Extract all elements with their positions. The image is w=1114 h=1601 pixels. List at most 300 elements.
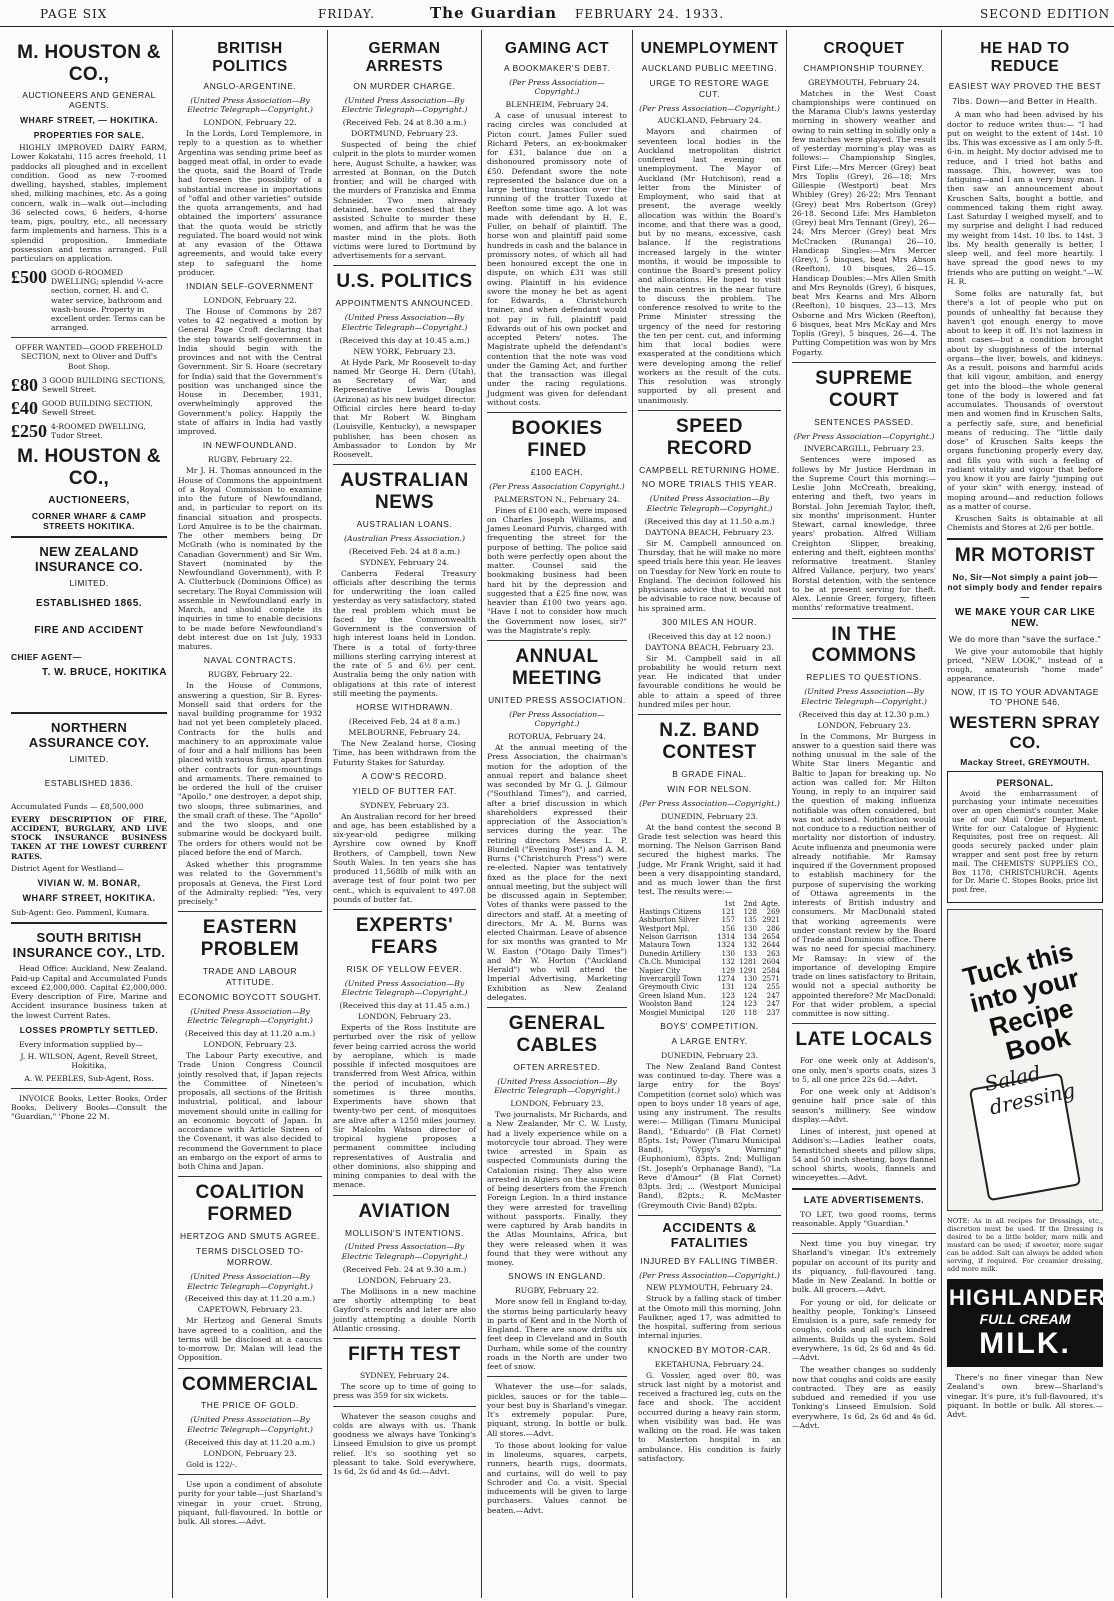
kruschen-text: Some folks are naturally fat, but there's a lot of people who put on pounds of unhealthy fat because they haven't got enough energy to move about to keep it off. It's not laziness in most cases—but a condition brought about by sluggishness of the internal organs—the liver, bowels, and kidneys. As a result, poisons and harmful acids that kill vigour, ambition, and energy get into the blood—the whole general tone of the body is lowered and fat accumulates. Thousands of overstout men and women find in Kruschen Salts, a perfectly safe, sure, and beneficial means of reducing. The "little daily dose" of Kruschen Salts keeps the organs functioning properly every day, and fills you with such a feeling of radiant vitality and vigour that before you know it you are fairly "jumping out of your skin" with energy, instead of moping around—and reduction follows as a matter of course. xyxy=(947,289,1103,511)
wage-cut-sub: URGE TO RESTORE WAGE CUT. xyxy=(649,77,770,99)
table-cell: 2921 xyxy=(762,916,780,925)
issue-date: FEBRUARY 24. 1933. xyxy=(575,7,725,21)
houston-firm-name: M. HOUSTON & CO., xyxy=(17,42,161,85)
emulsion-advert: Whatever the season coughs and colds are always with us. Thank goodness we always have Tonking's Linseed Emulsion to give us prompt relief. It's so soothing yet so pleasant to take. Sold everywhere, 1s 6d, 2s 6d and 4s 6d.—Advt. xyxy=(333,1411,476,1477)
boys-competition-story: The New Zealand Band Contest was continued to-day. There was a large entry for the Boys' Competition (cornet solo) which was open to boys under 18 years of age, using any instrument. The results were:— Milligan (Timaru Municipal Band), "Eduardo" (B Flat Cornet) 85pts. 1st; Power (Timaru Municipal Band), "Gypsy's Warning" (Euphonium), 83pts. 2nd; Mulligan (St. Joseph's Orphanage Band), "La Reve d'Amour" (B Flat Cornet) 83pts. 3rd; ... (Westport Municipal Band), 82pts.; R. McMaster (Greymouth Civic Band) 82pts. xyxy=(638,1061,781,1210)
speed-story-2: Sir M. Campbell said in all probability he would return next year. He indicated that under favourable conditions he would be able to attain a speed of three hundred miles per hour. xyxy=(638,653,781,709)
salad-dressing-title: Salad dressing xyxy=(982,1060,1078,1120)
table-header-row xyxy=(638,900,781,908)
motor-car-sub: KNOCKED BY MOTOR-CAR. xyxy=(647,1344,772,1355)
houston-address: WHARF STREET, — HOKITIKA. xyxy=(19,115,159,125)
dateline: EKETAHUNA, February 24. xyxy=(654,1359,765,1369)
dateline: DAYTONA BEACH, February 23. xyxy=(644,527,774,537)
unemployment-story: Mayors and chairmen of seventeen local bodies in the Auckland metropolitan district conferred last evening on unemployment. The Mayor of Auckland (Mr Hutchison), read a letter from the Minister of Employment, who said that at present, the average weekly allocation was within the Board's income, and that there was a good, but by no means, excessive, cash balance. If the registrations increased largely in the winter months, it would be impossible to continue the Board's present policy and allocations. He hoped to visit the main centres in the near future to discuss the problem. The conference resolved to write to the Prime Minister stressing the urgency of the need for restoring the ten per cent. cut, and informing him that local bodies were exasperated at the conditions which were developing among the relief workers as the result of the cuts. This resolution was strongly supported by all present and unanimously. xyxy=(638,127,781,405)
column-header: Agte. xyxy=(761,899,780,908)
masthead xyxy=(0,0,1114,27)
listing-price: £500 xyxy=(11,267,47,288)
northern-subagent: Sub-Agent: Geo. Pammenl, Kumara. xyxy=(11,908,150,918)
save-surface: We do more than "save the surface." xyxy=(948,633,1102,644)
dateline: RUGBY, February 22. xyxy=(514,1286,600,1296)
dairy-farm-listing: HIGHLY IMPROVED DAIRY FARM, Lower Kokatahi, 115 acres freehold, 11 paddocks all ploughed and in excellent condition. Good as new 7-roomed dwelling, hayshed, stables, implement shed, milking machines, etc. As a going concern, walk in—walk out—including 36 selected cows, 6 heifers, 4-horse team, pigs, poultry, etc., all necessary farm implements and harness. This is a splendid proposition. Immediate possession and terms arranged. Full particulars on application. xyxy=(11,143,167,263)
nz-insurance-limited: LIMITED. xyxy=(69,578,109,589)
court-story: Sentences were imposed as follows by Mr Justice Herdman in the Supreme Court this morning:— Leslie John McCreath, breaking, entering and theft, two years in Borstal. John Jeremiah Taylor, theft, six months' imprisonment. Hunter Stewart, carnal knowledge, three years' probation. Alfred William Creighton Slipper, breaking, entering and theft, eighteen months' reformative treatment. Stanley Alfred Vallance, perjury, two years' Borstal detention, with the sentence to be at present serving for theft. Alex. Lennie Greer, forgery, fifteen months' reformative treatment. xyxy=(792,455,936,613)
dateline: DAYTONA BEACH, February 23. xyxy=(644,642,774,652)
table-cell: 286 xyxy=(766,924,780,933)
table-cell: 124 xyxy=(721,1000,735,1009)
coalition-story: Mr Hertzog and General Smuts have agreed to a coalition, and the terms will be disclosed at a caucus to-morrow. Dr. Malan will lead the Opposition. xyxy=(178,1316,322,1363)
listing-text: GOOD 6-ROOMED DWELLING; splendid ¼-acre section, corner, H. and C. water service, bathroom and wash-house. Property in excellent order. Terms can be arranged. xyxy=(51,268,165,332)
press-credit: (United Press Association—By Electric Telegraph—Copyright.) xyxy=(187,95,313,115)
commons-headline: IN THE COMMONS xyxy=(811,623,917,667)
table-row xyxy=(638,967,781,975)
phone-text: NOW, IT IS TO YOUR ADVANTAGE TO 'PHONE 546. xyxy=(951,686,1099,707)
dateline: LONDON, February 23. xyxy=(203,1448,297,1458)
northern-limited: LIMITED. xyxy=(69,754,109,765)
received-time: (Received this day at 10.45 a.m.) xyxy=(339,335,470,345)
table-cell: 1274 xyxy=(717,975,735,984)
table-cell: 1314 xyxy=(717,933,735,942)
received-time: (Received Feb. 24 at 8 a.m.) xyxy=(348,546,461,556)
table-cell: Nelson Garrison xyxy=(639,933,698,942)
press-credit: (United Press Association—By Electric Telegraph—Copyright.) xyxy=(187,1415,313,1435)
supreme-court-headline: SUPREME COURT xyxy=(815,367,913,411)
fifth-test-story: The score up to time of going to press was 359 for six wickets. xyxy=(333,1382,476,1401)
table-cell: 120 xyxy=(721,1008,735,1017)
dateline: DUNEDIN, February 23. xyxy=(661,1050,758,1060)
table-row xyxy=(638,1000,781,1008)
south-settled: LOSSES PROMPTLY SETTLED. xyxy=(19,1024,159,1035)
table-cell: 124 xyxy=(743,991,757,1000)
table-cell: Mataura Town xyxy=(639,941,691,950)
experts-fears-headline: EXPERTS' FEARS xyxy=(355,915,454,958)
dateline: ROTORUA, February 24. xyxy=(508,732,606,742)
western-spray-address: Mackay Street, GREYMOUTH. xyxy=(960,756,1090,767)
south-agent-2: A. W. PEEBLES, Sub-Agent, Ross. xyxy=(24,1073,154,1083)
press-credit: (Per Press Association—Copyright.) xyxy=(639,103,780,113)
yellow-fever-story: Experts of the Ross Institute are perturbed over the risk of yellow fever being carried across the world by aeroplane, which is made possible if infected mosquitoes are transferred from West Africa, within the period of incubation, which sometimes is three months. Experiments have shown that twenty-two per cent. of mosquitoes are alive after a 1250 miles journey. Sir Malcolm Watson director of tropical hygiene proposes a permanent committee including representatives of Australia and other dominions, also shipping and mining companies to deal with the menace. xyxy=(333,1023,476,1190)
gold-sub: THE PRICE OF GOLD. xyxy=(201,1400,299,1411)
eastern-problem-headline: EASTERN PROBLEM xyxy=(200,917,300,961)
northern-agent: VIVIAN W. M. BONAR, xyxy=(37,878,141,889)
dateline: LONDON, February 23. xyxy=(357,1275,452,1285)
german-arrests-headline: GERMAN ARRESTS xyxy=(365,40,444,75)
new-look-text: We give your automobile that highly priced, "NEW LOOK," instead of a rough, amateurish "home made" appearance. xyxy=(947,646,1103,684)
cow-story: An Australian record for her breed and age, has been established by a six-year-old pedigree milking Ayrshire cow owned by Knoff Brothers, of Campbell, town New South Wales. In ten years she has produced 11,568lb of milk with an average test of four point two per cent., which is equivalent to 497.08 pounds of butter fat. xyxy=(333,811,476,904)
boys-competition-sub: BOYS' COMPETITION. xyxy=(660,1020,759,1031)
dateline: LONDON, February 23. xyxy=(817,720,911,730)
personal-heading: PERSONAL. xyxy=(996,777,1054,788)
boycott-sub: ECONOMIC BOYCOTT SOUGHT. xyxy=(178,991,322,1002)
table-cell: 1281 xyxy=(739,958,757,967)
column-german-arrests xyxy=(328,30,482,1598)
table-cell: 129 xyxy=(721,966,735,975)
eastern-story: The Labour Party executive, and Trade Union Congress Council jointly resolved that, if Japan rejects the Committee of Nineteen's proposals, all sections of the British industrial, political, and labour movement should unite in calling for an economic boycott of Japan. In accordance with Article Sixteen of the Covenant, it was also decided to recommend the Government to place an embargo on the export of arms to both China and Japan. xyxy=(178,1051,322,1172)
nz-chief-agent: T. W. BRUCE, HOKITIKA xyxy=(42,667,167,679)
loans-sub: AUSTRALIAN LOANS. xyxy=(356,518,453,529)
day-label: FRIDAY. xyxy=(318,7,376,21)
table-cell: 1324 xyxy=(717,941,735,950)
press-credit: (Per Press Association—Copyright.) xyxy=(639,1270,780,1280)
page-number: PAGE SIX xyxy=(40,7,108,21)
table-cell: Invercargill Town xyxy=(639,975,702,984)
column-gaming-act xyxy=(482,30,633,1598)
received-time: (Received this day at 11.20 a.m.) xyxy=(184,1029,316,1039)
northern-agent-label: District Agent for Westland— xyxy=(11,863,124,873)
table-row xyxy=(638,941,781,949)
edition-label: SECOND EDITION xyxy=(980,7,1111,21)
nelson-win-sub: WIN FOR NELSON. xyxy=(667,783,752,794)
dateline: CAPETOWN, February 23. xyxy=(197,1305,303,1315)
recipe-book-ad xyxy=(947,909,1103,1211)
dateline: DUNEDIN, February 23. xyxy=(661,811,758,821)
table-cell: 130 xyxy=(743,924,757,933)
table-cell: Ch.Ch. Municipal xyxy=(639,958,701,967)
murder-sub: ON MURDER CHARGE. xyxy=(353,80,456,91)
column-croquet xyxy=(787,30,942,1598)
nz-insurance-established: ESTABLISHED 1865. xyxy=(35,598,143,610)
personal-text: Avoid the embarrassment of purchasing your intimate necessities over an open chemist's counter. Make use of our Mail Order Department. Write for our Catalogue of Hygienic Requisites, post free on request. All goods securely packed under plain wrapper and sent post free by return mail. The CHEMISTS' SUPPLIES CO., Box 1178, CHRISTCHURCH. Agents for Dr. Marie C. Stopes Books, price list post free. xyxy=(952,788,1098,895)
south-info: Every information supplied by— xyxy=(19,1039,143,1049)
received-time: (Received Feb. 24 at 8.30 a.m.) xyxy=(342,118,467,128)
naval-story-2: Asked whether this programme was related to the Government's proposals at Geneva, the First Lord of the Admiralty replied: "Yes, very precisely." xyxy=(178,860,322,907)
local-item: For one week only at Addison's, one only, men's sports coats, sizes 3 to 5, all one price 22s 6d.—Advt. xyxy=(792,1056,936,1084)
northern-established: ESTABLISHED 1836. xyxy=(44,778,134,789)
german-story: Suspected of being the chief culprit in the plots to murder women here, August Schulte, a hawker, was arrested at Bonnan, on the Dutch frontier, and will be charged with the murders of Franziska and Emma Schneider. Two men already detained, have confessed that they assisted Schulte to murder these women, and affirm that he was the master mind in the plots. Both victims were lured to Dortmund by advertisements for a servant. xyxy=(333,140,476,261)
horse-story: The New Zealand horse, Closing Time, has been withdrawn from the Futurity Stakes for Saturday. xyxy=(333,739,476,767)
houston-address-2: CORNER WHARF & CAMP STREETS HOKITIKA. xyxy=(31,511,147,532)
to-let-ad: TO LET, two good rooms, terms reasonable. Apply "Guardian." xyxy=(792,1209,936,1228)
replies-sub: REPLIES TO QUESTIONS. xyxy=(806,672,922,683)
table-cell: 121 xyxy=(721,907,735,916)
table-row xyxy=(638,950,781,958)
campbell-sub: CAMPBELL RETURNING HOME. xyxy=(639,464,780,475)
dateline: BLENHEIM, February 24. xyxy=(505,100,609,110)
us-politics-story: At Hyde Park, Mr Roosevelt to-day named Mr George H. Dern (Utah), as Secretary of War, and Representative Lewis Douglas (Arizona) as his new budget director. Official circles here heard to-day that Mr Robert W. Bingham (Louisville, Kentucky), a newspaper publisher, has been chosen as Ambassador to London by Mr Roosevelt. xyxy=(333,357,476,459)
table-cell: Mosgiel Municipal xyxy=(639,1008,705,1017)
dateline: PALMERSTON N., February 24. xyxy=(494,494,620,504)
listing-price: £250 xyxy=(11,421,47,442)
dateline: AUCKLAND, February 24. xyxy=(657,116,762,126)
table-cell: 2604 xyxy=(762,958,780,967)
table-cell: 130 xyxy=(743,975,757,984)
table-cell: 130 xyxy=(721,949,735,958)
commercial-headline: COMMERCIAL xyxy=(182,1373,318,1395)
yellow-fever-sub: RISK OF YELLOW FEVER. xyxy=(346,963,463,974)
band-story: At the band contest the second B Grade test selection was heard this morning. The Nelson Garrison Band secured the highest marks. The Judge, Mr Frank Wright, said it had been a very disappointing standard, and as much lower than the first test. The results were:— xyxy=(638,822,781,897)
column-advertisements xyxy=(942,30,1108,1598)
table-row xyxy=(638,933,781,941)
houston-firm-name-2: M. HOUSTON & CO., xyxy=(17,446,161,490)
dateline: RUGBY, February 22. xyxy=(207,455,293,465)
horse-sub: HORSE WITHDRAWN. xyxy=(356,702,453,713)
table-cell: 131 xyxy=(721,983,735,992)
columns xyxy=(6,30,1108,1598)
table-cell: 2644 xyxy=(762,941,780,950)
press-credit: (Per Press Association—Copyright.) xyxy=(509,77,605,97)
terms-sub: TERMS DISCLOSED TO-MORROW. xyxy=(196,1246,304,1267)
appointments-sub: APPOINTMENTS ANNOUNCED. xyxy=(335,298,474,309)
press-credit: (United Press Association—By Electric Telegraph—Copyright.) xyxy=(494,1076,620,1096)
property-listing-1 xyxy=(11,268,167,332)
naval-story: In the House of Commons, answering a question, Sir B. Eyres-Monsell said that orders for the naval building programme for 1932 had not yet been completely placed. Contracts for the hulls and machinery to an approximate value of four and a half millions has been placed with various firms, apart from other contracts for gun-mountings and armaments. There remained to be ordered the hull of the cruiser "Apollo," one destroyer, a depot ship, two sloops, three submarines, and the small craft of these. The "Apollo" and the two sloops, and one submarine would be dockyard built. The orders for others would not be placed before the end of March. xyxy=(178,681,322,857)
mollison-sub: MOLLISON'S INTENTIONS. xyxy=(344,1227,465,1238)
local-item: Lines of interest, just opened at Addison's:—Ladies leather coats, hemstitched sheets and pillow slips, 54 and 50 inch sheeting, boys flannel school shirts, wools, flannels and winceyettes.—Advt. xyxy=(792,1127,936,1183)
unemployment-headline: UNEMPLOYMENT xyxy=(640,40,779,57)
received-time: (Received Feb. 24 at 8 a.m.) xyxy=(348,717,461,727)
b-grade-sub: B GRADE FINAL. xyxy=(672,768,747,779)
received-time: (Received this day at 11.20 a.m.) xyxy=(184,1437,316,1447)
dateline: SYDNEY, February 23. xyxy=(359,800,450,810)
fifth-test-headline: FIFTH TEST xyxy=(348,1344,461,1366)
personal-ad-box xyxy=(947,771,1103,903)
motorist-headline: MR MOTORIST xyxy=(954,544,1096,566)
loans-story: Canberra Federal Treasury officials after describing the terms for underwriting the loan called yesterday as very satisfactory, stated the real problem which must be faced by the Commonwealth Government is the conversion of high interest loans held in London. There is a total of forty-three millions sterling carrying interest at the rate of 5 and 6½ per cent. Australia being the only nation with obligations at this rate of interest still meeting the payments. xyxy=(333,568,476,698)
large-entry-sub: A LARGE ENTRY. xyxy=(671,1035,748,1046)
south-british-text: Head Office: Auckland, New Zealand. Paid-up Capital and Accumulated Funds exceed £2,000,000. Capital £2,000,000. Every description of Fire, Marine and Accident insurance business taken at the lowest Current Rates. xyxy=(11,964,167,1020)
table-cell: 128 xyxy=(743,907,757,916)
easiest-way-sub: EASIEST WAY PROVED THE BEST xyxy=(948,80,1102,91)
invoice-books-ad: INVOICE Books, Letter Books, Order Books, Delivery Books—Consult the "Guardian," 'Phone 22 M. xyxy=(11,1093,167,1122)
us-politics-headline: U.S. POLITICS xyxy=(336,271,473,293)
milk-brand: HIGHLANDER xyxy=(949,1285,1106,1311)
press-credit: (Per Press Association—Copyright.) xyxy=(793,431,935,441)
annual-meeting-story: At the annual meeting of the Press Association, the chairman's motion for the adoption of the annual report and balance sheet was seconded by Mr G. J. Gilmour ("Southland Times"), and carried, after a brief discussion in which shareholders expressed their appreciation of the Association's services during the year. The retiring directors Messrs L. P. Blundell ("Evening Post") and A. M. Burns ("Christchurch Press") were re-elected. Napier was tentatively fixed as the place for the next annual meeting, but the subject will be discussed again in September. Votes of thanks were passed to the directors and staff. At a meeting of directors, Mr A. M. Burns was elected Chairman. Leave of absence for six months was granted to Mr W. Easton ("Otago Daily Times") and Mr W. Horton ("Auckland Herald") who will attend the Imperial Advertising, Marketing Exhibition as New Zealand delegates. xyxy=(487,743,627,1002)
received-time: (Received Feb. 24 at 9.30 a.m.) xyxy=(342,1264,467,1274)
listing-text: 3 GOOD BUILDING SECTIONS, Sewell Street. xyxy=(42,375,166,394)
milk-type: FULL CREAM xyxy=(979,1311,1071,1328)
received-time: (Received this day at 12.30 p.m.) xyxy=(798,709,930,719)
newfoundland-story: Mr J. H. Thomas announced in the House of Commons the appointment of a Royal Commission to examine into the future of Newfoundland, and, in particular to report on its financial situation and prospects. Lord Amulree is to be the chairman. The other members being Dr McGrath (who is nominated by the Canadian Government) and Sir Wm. Stavert (nominated by the Newfoundland Government), with P. A. Clutterbuck (Dominions Office) as secretary. The Royal Commission will assemble in Newfoundland early in March, and should complete its inquiries in time to enable decisions to be made before Newfoundland's debt interest due on 1st July, 1933 matures. xyxy=(178,466,322,652)
property-listing-3 xyxy=(11,399,167,417)
dateline: GREYMOUTH, February 24. xyxy=(808,77,920,87)
table-cell: 123 xyxy=(721,991,735,1000)
table-cell: 2654 xyxy=(762,933,780,942)
press-credit: (Per Press Association Copyright.) xyxy=(489,481,625,491)
houston-firm-sub: AUCTIONEERS AND GENERAL AGENTS. xyxy=(22,90,156,110)
fine-amount-sub: £100 EACH. xyxy=(530,466,584,477)
table-cell: Dunedin Artillery xyxy=(639,949,701,958)
table-cell: 135 xyxy=(743,916,757,925)
south-british-name: SOUTH BRITISH INSURANCE COY., LTD. xyxy=(12,930,166,961)
column-header: 1st xyxy=(724,899,735,908)
nz-insurance-name: NEW ZEALAND INSURANCE CO. xyxy=(35,544,143,575)
bookies-story: Fines of £100 each, were imposed on Charles Joseph Williams, and James Leonard Purvis, charged with frequenting the street for the purpose of betting. The police said both were perfectly open about the matter. Counsel said the bookmaking business had been hard hit by the depression and suggested that a £25 fine now, was heavier than £100 two years ago. "Have I not to consider how much the Government now loses, sir?" was the Magistrate's reply. xyxy=(487,505,627,635)
western-spray-name: WESTERN SPRAY CO. xyxy=(949,712,1101,752)
table-cell: Ashburton Silver xyxy=(639,916,699,925)
emulsion-advert: For young or old, for delicate or healthy people, Tonking's Linseed Emulsion is a pure, safe remedy for coughs, colds and all such kindred ailments. Builds up the system. Sold everywhere, 1s 6d, 2s 6d and 4s 6d.—Advt. xyxy=(792,1297,936,1362)
press-credit: (Per Press Association—Copyright.) xyxy=(639,798,780,808)
houston-auctioneers: AUCTIONEERS, xyxy=(48,495,130,507)
table-cell: 263 xyxy=(766,949,780,958)
coalition-headline: COALITION FORMED xyxy=(195,1182,305,1226)
band-contest-headline: N.Z. BAND CONTEST xyxy=(659,720,760,764)
band-results-table xyxy=(638,900,781,1017)
india-sub: INDIAN SELF-GOVERNMENT xyxy=(186,281,314,292)
hertzog-sub: HERTZOG AND SMUTS AGREE. xyxy=(180,1231,320,1242)
received-time: (Received this day at 11.50 a.m.) xyxy=(644,516,775,526)
snows-story: More snow fell in England to-day, the storms being particularly heavy in parts of Kent and in the North of England. There are snow drifts six feet deep in Cleveland and in South Durham, while some of the country roads in the North are under two feet of snow. xyxy=(487,1297,627,1372)
press-credit: (United Press Association—By Electric Telegraph—Copyright.) xyxy=(341,95,468,115)
dateline: LONDON, February 23. xyxy=(510,1099,604,1109)
table-row xyxy=(638,958,781,966)
journalists-story: Two journalists, Mr Richards, and a New Zealander, Mr C. W. Lusty, had a lively experience while on a motorcycle tour abroad. They were twice arrested in Spain as suspected Communists during the Catalonian rising. They also were arrested in Algiers on the suspicion of being deserters from the French Foreign Legion. In a third instance they were arrested for travelling without passports. Finally, they were captured by Arab bandits in the Atlas Mountains, Africa, but they were released when it was found that they were without any money. xyxy=(487,1110,627,1268)
motor-car-story: G. Vossler, aged over 80, was struck last night by a motorist and received a fractured leg, cuts on the face and shock. The accident occurred during a heavy rain storm, when visibility was bad. He was walking on the road. He was taken to Masterton hospital in an ambulance. His condition is fairly satisfactory. xyxy=(638,1370,781,1463)
table-cell: Woolston Band xyxy=(639,1000,693,1009)
falling-timber-sub: INJURED BY FALLING TIMBER. xyxy=(640,1255,779,1266)
dateline: NEW YORK, February 23. xyxy=(353,346,456,356)
speed-story: Sir M. Campbell announced on Thursday, that he will make no more speed trials here this year. He leaves on Tuesday for New York en route to England. The decision followed his physicians advice that it would not be advisable to race now, because of his sprained arm. xyxy=(638,538,781,613)
table-cell: 124 xyxy=(743,983,757,992)
general-cables-headline: GENERAL CABLES xyxy=(508,1013,606,1056)
late-ads-heading: LATE ADVERTISEMENTS. xyxy=(803,1194,925,1205)
table-cell: 157 xyxy=(721,916,735,925)
recipe-tagline: Tuck this into your Recipe Book xyxy=(959,936,1083,1067)
press-credit: (United Press Association—By Electric Telegraph—Copyright.) xyxy=(187,1006,313,1026)
table-row xyxy=(638,1009,781,1017)
table-cell: Westport Mpl. xyxy=(639,924,690,933)
emulsion-advert-2: The weather changes so suddenly now that coughs and colds are easily contracted. They are as easily subdued and remedied if you use Tonking's Linseed Emulsion. Sold everywhere, 1s 6d, 2s 6d and 4s 6d.—Advt. xyxy=(792,1365,936,1430)
table-cell: 133 xyxy=(743,949,757,958)
dateline: DORTMUND, February 23. xyxy=(351,129,458,139)
column-british-politics xyxy=(173,30,328,1598)
listing-text: 4-ROOMED DWELLING, Tudor Street. xyxy=(51,422,146,441)
highlander-milk-ad xyxy=(947,1279,1106,1367)
press-credit: (United Press Association—By Electric Telegraph—Copyright.) xyxy=(646,494,773,514)
annual-meeting-headline: ANNUAL MEETING xyxy=(511,646,603,689)
timber-story: Struck by a falling stack of timber at the Omoto mill this morning, John Faulkner, aged 17, was admitted to the hospital, suffering from serious internal injuries. xyxy=(638,1294,781,1341)
table-cell: 2584 xyxy=(762,966,780,975)
table-cell: 255 xyxy=(766,983,780,992)
nz-chief-agent-label: CHIEF AGENT— xyxy=(11,652,82,663)
india-story: The House of Commons by 287 votes to 42 negatived a motion by General Page Croft declaring that the step towards self-government in India should begin with the provinces and not with the Central Government. Sir S. Hoare (secretary for India) said that the Government's position was unchanged since the House in December, 1931, overwhelmingly approved the Government's policy. Happily the state of affairs in India had vastly improved. xyxy=(178,306,322,437)
vinegar-advert: Next time you buy vinegar, try Sharland's vinegar. It's extremely popular on account of its purity and its piquancy, full-flavoured tang. Made in New Zealand. In bottle or bulk. All grocers.—Advt. xyxy=(792,1239,936,1295)
gold-story: Gold is 122/-. xyxy=(186,1459,238,1469)
paint-job-text: No, Sir—Not simply a paint job—not simply body and fender repairs— xyxy=(947,571,1103,602)
listing-price: £80 xyxy=(11,374,38,395)
vinegar-advert: Use upon a condiment of absolute purity for your table—just Sharland's vinegar in your cruet. Strong, piquant, full-flavoured. In bottle or bulk. All stores.—Advt. xyxy=(178,1480,322,1527)
nz-fire-accident: FIRE AND ACCIDENT xyxy=(34,625,144,637)
table-cell: 247 xyxy=(766,991,780,1000)
accidents-headline: ACCIDENTS & FATALITIES xyxy=(662,1219,757,1250)
croquet-story: Matches in the West Coast championships were continued on the Marama Club's lawns yesterday morning in showery weather and owing to rain setting in solidly only a few matches were played. The result of yesterday morning's play was as follows:— Championship Singles, First Life:—Mrs Mercer (Grey) beat Mrs Toplis (Grey), 26—18; Mrs Gillespie (Westport) beat Mrs Whibley (Grey) 26-22; Mrs Tennant (Grey) beat Mrs Robertson (Grey) 26-18. Second Life: Mrs Hambleton (Grey) beat Mrs Tennant (Grey), 26—24; Mrs Mercer (Grey) beat Mrs McCracken (Runanga) 26—10. Handicap Singles:—Mrs Mercer (Grey), 5 bisques, beat Mrs Abson (Reefton), 10 bisques, 26—15. Handicap Doubles:—Mrs Allen Smith and Mrs Reynolds (Grey), 6 bisques, beat Mrs Kearns and Mrs Alborn (Reefton), 10 bisques, 23—13. Mrs Osborne and Mrs Wicken (Reefton), 6 bisques, beat Mrs McKay and Mrs Toplis (Grey), 5 bisques, 26—4. The Putting Competition was won by Mrs Fogarty. xyxy=(792,88,937,357)
aviation-story: The Mollisons in a new machine are shortly attempting to beat Gayford's records and later are also jointly attempting a double North Atlantic crossing. xyxy=(333,1286,476,1333)
table-row xyxy=(638,925,781,933)
trade-labour-sub: TRADE AND LABOUR ATTITUDE. xyxy=(202,965,298,987)
table-row xyxy=(638,916,781,924)
croquet-headline: CROQUET xyxy=(823,40,905,57)
northern-assurance-name: NORTHERN ASSURANCE COY. xyxy=(28,720,150,751)
properties-heading: PROPERTIES FOR SALE. xyxy=(33,130,145,140)
column-unemployment xyxy=(633,30,787,1598)
auckland-meeting-sub: AUCKLAND PUBLIC MEETING. xyxy=(641,62,778,73)
milk-word: MILK. xyxy=(979,1327,1071,1361)
received-time: (Received this day at 11.20 a.m.) xyxy=(184,1294,316,1304)
weight-down-sub: 7lbs. Down—and Better in Health. xyxy=(952,95,1098,106)
dateline: LONDON, February 23. xyxy=(357,1012,452,1022)
newfoundland-sub: IN NEWFOUNDLAND. xyxy=(202,440,298,451)
table-cell: 132 xyxy=(721,958,735,967)
championship-sub: CHAMPIONSHIP TOURNEY. xyxy=(803,62,925,73)
offer-wanted: OFFER WANTED—GOOD FREEHOLD SECTION, next to Oliver and Duff's Boot Shop. xyxy=(15,343,163,371)
table-cell: 123 xyxy=(743,1000,757,1009)
table-cell: 2571 xyxy=(762,975,780,984)
300-miles-sub: 300 MILES AN HOUR. xyxy=(661,616,758,627)
received-time: (Received this day at 12 noon.) xyxy=(648,631,771,641)
british-politics-headline: BRITISH POLITICS xyxy=(212,40,288,75)
property-listing-4 xyxy=(11,422,167,440)
press-credit: (Australian Press Association.) xyxy=(343,533,466,543)
table-cell: 132 xyxy=(743,941,757,950)
kruschen-price: Kruschen Salts is obtainable at all Chemists and Stores at 2/6 per bottle. xyxy=(947,514,1103,533)
press-credit: (United Press Association—By Electric Telegraph—Copyright.) xyxy=(187,1271,313,1291)
press-credit: (United Press Association—By Electric Telegraph—Copyright.) xyxy=(801,687,927,706)
listing-text: GOOD BUILDING SECTION, Sewell Street. xyxy=(42,398,153,418)
table-cell: Green Island Mun. xyxy=(639,991,706,1000)
northern-funds: Accumulated Funds — £8,500,000 xyxy=(11,802,144,812)
dateline: INVERCARGILL, February 23. xyxy=(803,444,925,454)
butter-fat-sub: YIELD OF BUTTER FAT. xyxy=(352,785,457,796)
dateline: LONDON, February 23. xyxy=(203,1040,297,1050)
table-row xyxy=(638,908,781,916)
press-credit: (United Press Association—By Electric Telegraph—Copyright.) xyxy=(341,313,468,332)
received-time: (Received this day at 11.45 a.m.) xyxy=(339,1001,470,1011)
south-agent-1: J. H. WILSON, Agent, Revell Street, Hokitika, xyxy=(20,1052,158,1071)
reduce-headline: HE HAD TO REDUCE xyxy=(980,40,1070,75)
table-cell: Napier City xyxy=(639,966,681,975)
column-header: 2nd xyxy=(743,899,757,908)
kruschen-letter: A man who had been advised by his doctor to reduce writes thus:— "I had put on weight to the extent of 14st. 10 lbs. This was excessive as I am only 5-ft. 6-in. in height. My doctor advised me to reduce, and I tried hot baths and massage. This, however, was too fatiguing—and I am a very busy man. I then saw an announcement about Kruschen Salts, bought a bottle, and commenced taking them right away. Last Saturday I weighed myself, and to my surprise and delight I had reduced my weight from 14st. 10 lbs. to 14st. 3 lbs. My health generally is better, I sleep well, and feel more heartily. I have spread the good news to my friends who are putting on weight."—W. H. R. xyxy=(947,110,1103,286)
linoleum-advert: To those about looking for value in linoleums, squares, carpets, runners, hearth rugs, doormats, and curtains, will do well to pay Schroder and Co. a visit. Special inducements will be given to large purchasers. Values cannot be beaten.—Advt. xyxy=(487,1440,627,1515)
naval-sub: NAVAL CONTRACTS. xyxy=(203,655,297,666)
table-cell: 118 xyxy=(743,1008,757,1017)
table-cell: 269 xyxy=(766,907,780,916)
press-association-sub: UNITED PRESS ASSOCIATION. xyxy=(488,694,626,705)
cow-record-sub: A COW'S RECORD. xyxy=(361,770,448,781)
table-row xyxy=(638,975,781,983)
snows-sub: SNOWS IN ENGLAND. xyxy=(508,1271,606,1282)
press-credit: (Per Press Association—Copyright.) xyxy=(509,709,605,729)
aviation-headline: AVIATION xyxy=(358,1200,451,1222)
property-listing-2 xyxy=(11,376,167,394)
bookmaker-debt-sub: A BOOKMAKER'S DEBT. xyxy=(503,62,611,73)
argentine-story: In the Lords, Lord Templemore, in reply to a question as to whether Argentina was sending prime beef as bagged meat offal, in order to evade the quota, said the Board of Trade had foreseen the possibility of a substantial increase in importations of "offal and other varieties" outside the quota arrangements, and had obtained the importers' assurance that the quota would be strictly regulated. The board would not wink at any evasion of the Ottawa agreements, and would take every step to safeguard the home producer. xyxy=(178,129,322,277)
dateline: SYDNEY, February 24. xyxy=(359,557,450,567)
no-trials-sub: NO MORE TRIALS THIS YEAR. xyxy=(641,479,778,490)
table-cell: 1291 xyxy=(739,966,757,975)
gaming-act-headline: GAMING ACT xyxy=(504,40,610,57)
press-credit: (United Press Association—By Electric Telegraph—Copyright.) xyxy=(341,1242,468,1262)
table-cell: 156 xyxy=(721,924,735,933)
northern-description: EVERY DESCRIPTION OF FIRE, ACCIDENT, BURGLARY, AND LIVE STOCK INSURANCE BUSINESS TAKEN AT THE LOWEST CURRENT RATES. xyxy=(11,814,167,861)
newspaper-title: The Guardian xyxy=(430,4,557,22)
commons-story: In the Commons, Mr Burgess in answer to a question said there was nothing unusual in the sale of the White Star liners Megantic and Baltic to Japan for breaking up. No action was called for. Mr Hilton Young, in reply to an inquirer said the question of making influenza notifiable was often considered, but was not advised. Notification would not conduce to a reduction neither of mortality nor distortion of industry. Acute influenza and pneumonia were already notifiable. Mr Ramsay inquired if the Government proposed to establish machinery for the purpose of supervising the working of Ottawa agreements in the interests of British industry and consumers. Mr MacDonald stated that working agreements were under constant review by the Board of Trade and Dominions office. There was no need for special machinery. Mr Ramsay: In view of the importance of developing Empire trade on lines satisfactory to Britain, would not a special authority be appointed therefore? Mr MacDonald: For that wider problem, a special committee is now sitting. xyxy=(792,731,936,1019)
vinegar-advert: There's no finer vinegar than New Zealand's own brew—Sharland's vinegar. It's pure, it's full-flavoured, it's piquant. In bottle or bulk. All stores.—Advt. xyxy=(947,1373,1103,1420)
gaming-story: A case of unusual interest to racing circles was concluded at Picton court. James Fuller sued Richard Peters, an ex-bookmaker for £31, balance due on a dishonoured promissory note of £50. Defendant swore the note represented the balance due on a large betting transaction over the running of the trotter Tuxedo at Reefton some time ago. A lot was made with defendant by H. E. Fuller, on behalf of plaintiff. The horse won and plaintiff paid some hundreds in cash and the balance in promissory notes, of which all had been honoured except the one in dispute, on which £31 was still owing. Plaintiff in his evidence swore the money he bet as agent for Edwards, a Christchurch trainer, and when defendant would not pay in full, plaintiff paid Edwards out of his own pocket and accepted Peters' notes. The Magistrate upheld the defendant's contention that the note was void under the Gaming Act, and further that the transaction was illegal under the racing regulations. Judgment was given for defendant without costs. xyxy=(487,111,627,407)
often-arrested-sub: OFTEN ARRESTED. xyxy=(513,1061,601,1072)
listing-price: £40 xyxy=(11,397,38,418)
table-row xyxy=(638,983,781,991)
bookies-fined-headline: BOOKIES FINED xyxy=(511,418,603,462)
vinegar-advert: Whatever the use—for salads, pickles, sauces or for the table—your best buy is Sharland's vinegar. It's extremely popular. Pure, piquant, strong. In bottle or bulk. All stores.—Advt. xyxy=(487,1382,627,1438)
anglo-argentine-sub: ANGLO-ARGENTINE. xyxy=(203,80,297,91)
australian-news-headline: AUSTRALIAN NEWS xyxy=(340,470,469,514)
table-cell: 134 xyxy=(743,933,757,942)
speed-record-headline: SPEED RECORD xyxy=(666,415,753,459)
table-cell: 237 xyxy=(766,1008,780,1017)
dateline: MELBOURNE, February 24. xyxy=(348,728,461,738)
table-cell: Hastings Citizens xyxy=(639,907,702,916)
local-item: For one week only at Addison's genuine half price sale of this season's millinery. See window display.—Advt. xyxy=(792,1087,936,1124)
